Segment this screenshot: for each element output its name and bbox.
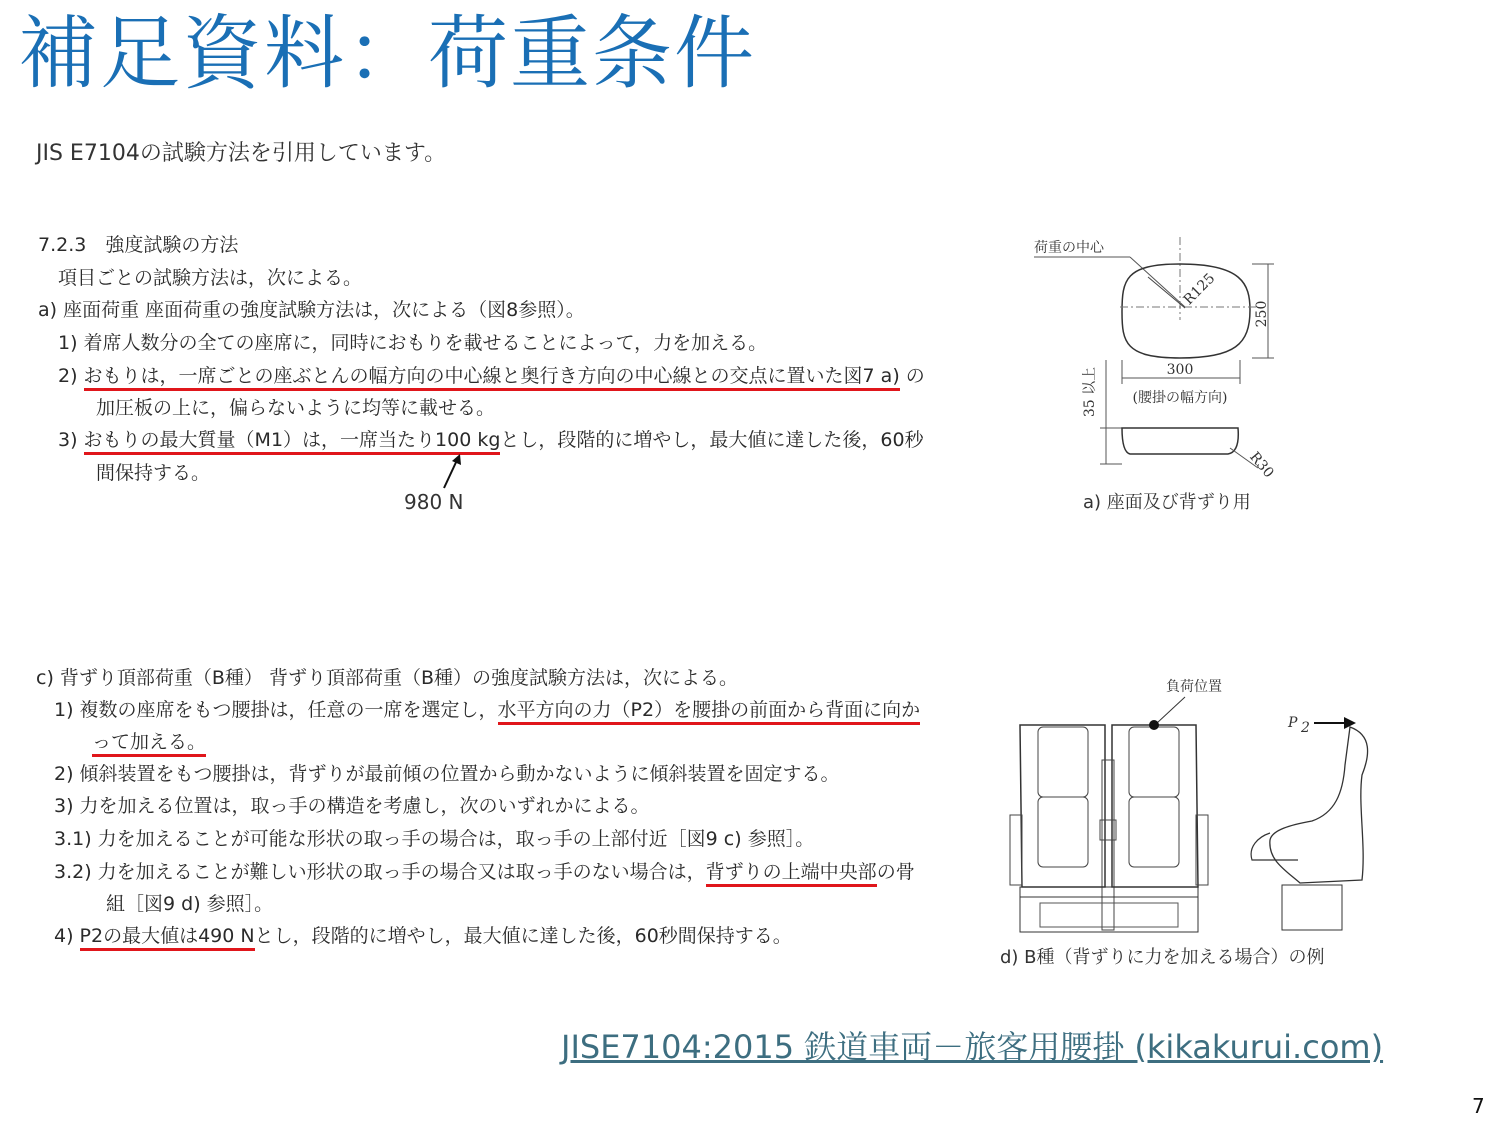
page-number: 7	[1472, 1094, 1485, 1118]
underline-p2-max: P2の最大値は490 N	[80, 925, 255, 951]
figure-a-diagram	[1030, 232, 1290, 482]
section-a-item2-cont: 加圧板の上に，偏らないように均等に載せる。	[96, 397, 496, 419]
section-c-item32: 3.2) 力を加えることが難しい形状の取っ手の場合又は取っ手のない場合は，背ずりの上端中央部の骨	[54, 860, 915, 884]
figure-d-label-p: P	[1288, 715, 1298, 731]
reference-link[interactable]: JISE7104:2015 鉄道車両－旅客用腰掛 (kikakurui.com)	[561, 1028, 1384, 1066]
section-a-item3-cont: 間保持する。	[96, 462, 211, 484]
section-c-item31: 3.1) 力を加えることが可能な形状の取っ手の場合は，取っ手の上部付近［図9 c) 参照］。	[54, 828, 815, 850]
arrow-icon	[436, 452, 466, 492]
section-c-item32-cont: 組［図9 d) 参照］。	[106, 893, 274, 915]
figure-a-label-35: 35 以上	[1082, 366, 1098, 418]
figure-d-diagram	[1000, 665, 1380, 935]
figure-a-label-250: 250	[1254, 300, 1270, 328]
section-a-item3: 3) おもりの最大質量（M1）は，一席当たり100 kgとし，段階的に増やし，最大値に達した後，60秒	[58, 428, 924, 452]
figure-a-label-center: 荷重の中心	[1034, 240, 1104, 256]
figure-d-label-load-pos: 負荷位置	[1166, 679, 1222, 695]
figure-a-label-r30: R30	[1246, 449, 1277, 482]
section-a-item2: 2) おもりは，一席ごとの座ぶとんの幅方向の中心線と奥行き方向の中心線との交点に置いた図7 a) の	[58, 364, 925, 388]
intro-text: JIS E7104の試験方法を引用しています。	[36, 141, 447, 166]
section-c-item3: 3) 力を加える位置は，取っ手の構造を考慮し，次のいずれかによる。	[54, 795, 650, 817]
section-c-item1-cont	[92, 730, 206, 754]
section-a-heading: 7.2.3 強度試験の方法	[38, 234, 239, 256]
underline-weight-position: おもりは，一席ごとの座ぶとんの幅方向の中心線と奥行き方向の中心線との交点に置いた図7 a)	[84, 365, 900, 391]
figure-a-label-r125: R125	[1180, 270, 1219, 309]
section-a-line2: a) 座面荷重 座面荷重の強度試験方法は，次による（図8参照）。	[38, 299, 585, 321]
section-c-item2: 2) 傾斜装置をもつ腰掛は，背ずりが最前傾の位置から動かないように傾斜装置を固定する。	[54, 763, 840, 785]
section-c-item4: 4) P2の最大値は490 Nとし，段階的に増やし，最大値に達した後，60秒間保持する。	[54, 924, 792, 948]
figure-a-caption: a) 座面及び背ずり用	[1083, 492, 1251, 513]
underline-apply: って加える。	[92, 731, 206, 757]
figure-a-label-300: 300	[1166, 362, 1194, 378]
slide-title: 補足資料：荷重条件	[18, 7, 756, 100]
figure-a-label-width-dir: (腰掛の幅方向)	[1132, 390, 1228, 406]
section-c-line1: c) 背ずり頂部荷重（B種） 背ずり頂部荷重（B種）の強度試験方法は，次による。	[36, 667, 739, 689]
figure-d-label-p-sub: 2	[1301, 720, 1310, 736]
section-c-item1: 1) 複数の座席をもつ腰掛は，任意の一席を選定し，水平方向の力（P2）を腰掛の前面から背面に向か	[54, 698, 920, 722]
underline-max-mass: おもりの最大質量（M1）は，一席当たり100 kg	[84, 429, 501, 455]
force-annotation: 980 N	[404, 490, 464, 514]
figure-d-caption: d) B種（背ずりに力を加える場合）の例	[1000, 947, 1325, 968]
underline-top-center: 背ずりの上端中央部	[706, 861, 877, 887]
section-a-line1: 項目ごとの試験方法は，次による。	[58, 267, 363, 289]
underline-horizontal-force: 水平方向の力（P2）を腰掛の前面から背面に向か	[498, 699, 921, 725]
section-a-item1: 1) 着席人数分の全ての座席に，同時におもりを載せることによって，力を加える。	[58, 332, 768, 354]
